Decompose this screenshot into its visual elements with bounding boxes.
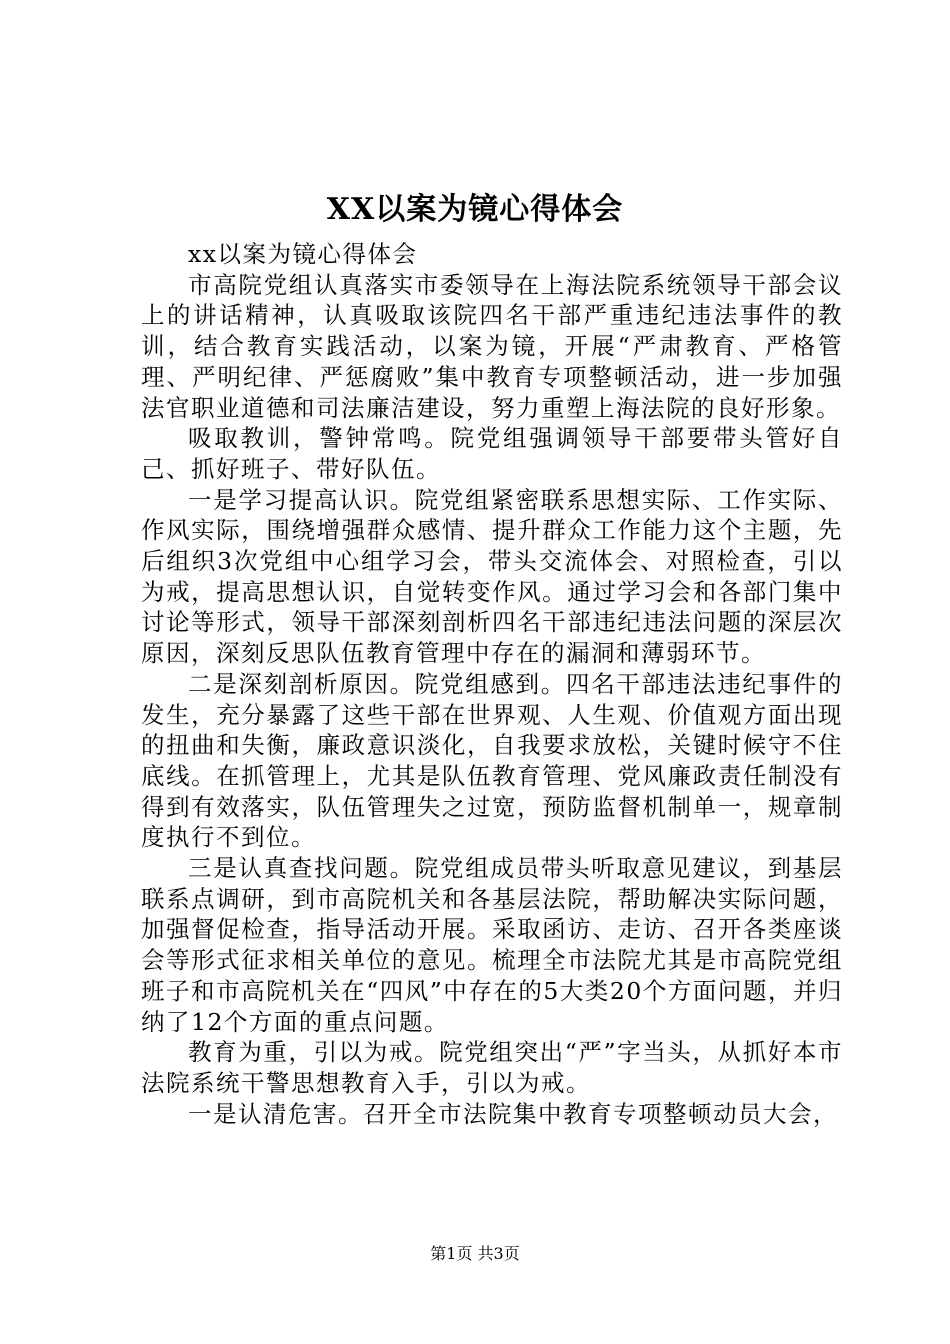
paragraph: 一是认清危害。召开全市法院集中教育专项整顿动员大会， <box>188 1099 838 1128</box>
document-body <box>141 239 843 1129</box>
paragraph: 二是深刻剖析原因。院党组感到。四名干部违法违纪事件的发生，充分暴露了这些干部在世界观、人生观、价值观方面出现的扭曲和失衡，廉政意识淡化，自我要求放松，关键时候守不住底线。在抓管理上，尤其是队伍教育管理、党风廉政责任制没有得到有效落实，队伍管理失之过宽，预防监督机制单一，规章制度执行不到位。 <box>141 669 843 852</box>
page-footer: 第1页 共3页 <box>430 1244 520 1263</box>
paragraph: 市高院党组认真落实市委领导在上海法院系统领导干部会议上的讲话精神，认真吸取该院四名干部严重违纪违法事件的教训，结合教育实践活动，以案为镜，开展“严肃教育、严格管理、严明纪律、严惩腐败”集中教育专项整顿活动，进一步加强法官职业道德和司法廉洁建设，努力重塑上海法院的良好形象。 <box>141 270 843 422</box>
paragraph: 教育为重，引以为戒。院党组突出“严”字当头，从抓好本市法院系统干警思想教育入手，引以为戒。 <box>141 1038 843 1097</box>
paragraph: 三是认真查找问题。院党组成员带头听取意见建议，到基层联系点调研，到市高院机关和各基层法院，帮助解决实际问题，加强督促检查，指导活动开展。采取函访、走访、召开各类座谈会等形式征求相关单位的意见。梳理全市法院尤其是市高院党组班子和市高院机关在“四风”中存在的5大类20个方面问题，并归纳了12个方面的重点问题。 <box>141 854 843 1036</box>
paragraph-subtitle: xx以案为镜心得体会 <box>188 240 418 268</box>
document-title: XX以案为镜心得体会 <box>326 192 624 227</box>
paragraph: 一是学习提高认识。院党组紧密联系思想实际、工作实际、作风实际，围绕增强群众感情、提升群众工作能力这个主题，先后组织3次党组中心组学习会，带头交流体会、对照检查，引以为戒，提高思想认识，自觉转变作风。通过学习会和各部门集中讨论等形式，领导干部深刻剖析四名干部违纪违法问题的深层次原因，深刻反思队伍教育管理中存在的漏洞和薄弱环节。 <box>141 485 843 668</box>
paragraph: 吸取教训，警钟常鸣。院党组强调领导干部要带头管好自己、抓好班子、带好队伍。 <box>141 424 843 483</box>
